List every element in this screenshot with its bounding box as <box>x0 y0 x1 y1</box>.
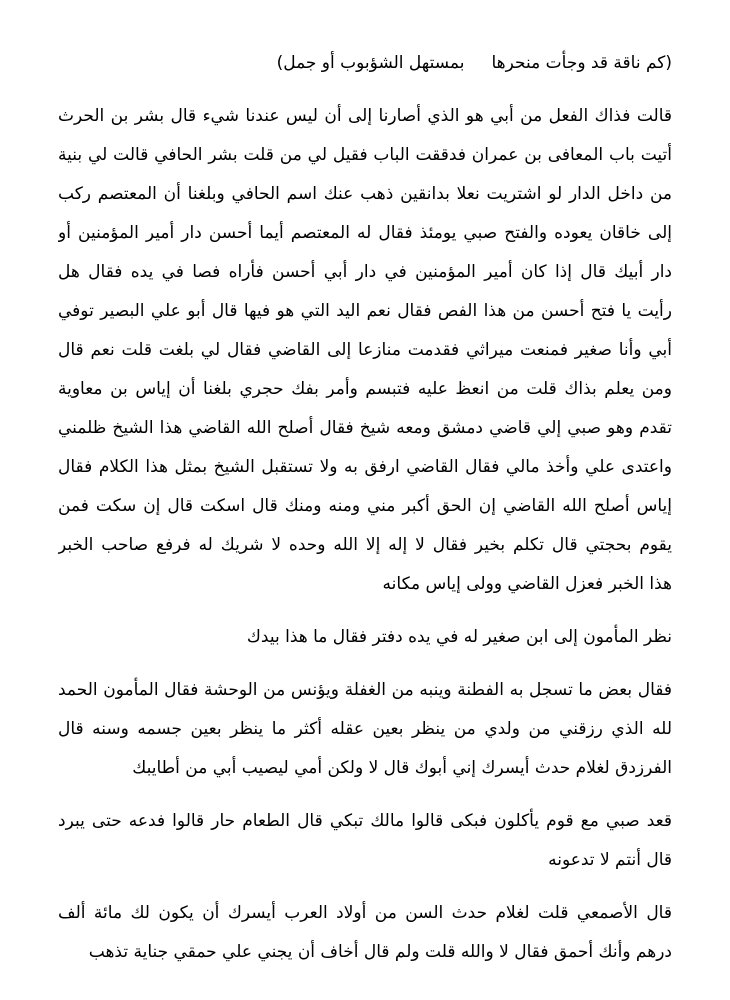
text-line: الفرزدق لغلام حدث أيسرك إني أبوك قال لا ولكن أمي ليصيب أبي من أطايبك <box>132 758 672 778</box>
paragraph <box>58 671 672 788</box>
paragraph <box>58 894 672 972</box>
text-line: قالت فذاك الفعل من أبي هو الذي أصارنا إلى أن ليس عندنا شيء قال بشر بن الحرث <box>58 106 672 126</box>
text-line: قال الأصمعي قلت لغلام حدث السن من أولاد العرب أيسرك أن يكون لك مائة ألف <box>58 903 672 923</box>
document-page <box>58 44 672 972</box>
verse-line: (كم ناقة قد وجأت منحرها بمستهل الشؤبوب أو جمل) <box>276 53 672 73</box>
text-line: هذا الخبر فعزل القاضي وولى إياس مكانه <box>382 574 672 594</box>
text-line: أبي وأنا صغير فمنعت ميراثي فقدمت منازعا إلى القاضي فقال لي بلغت قلت نعم قال <box>58 340 672 360</box>
text-line: يقوم بحجتي قال تكلم بخير فقال لا إله إلا الله وحده لا شريك له فرفع صاحب الخبر <box>58 535 672 555</box>
text-line: لله الذي رزقني من ولدي من ينظر بعين عقله أكثر ما ينظر بعين جسمه وسنه قال <box>58 719 672 739</box>
text-line: قعد صبي مع قوم يأكلون فبكى قالوا مالك تبكي قال الطعام حار قالوا فدعه حتى يبرد <box>58 811 672 831</box>
text-line: إلى خاقان يعوده والفتح صبي يومئذ فقال له المعتصم أيما أحسن دار أمير المؤمنين أو <box>58 223 672 243</box>
paragraph <box>58 618 672 657</box>
text-line: إياس أصلح الله القاضي إن الحق أكبر مني ومنه ومنك قال اسكت قال إن سكت فمن <box>58 496 672 516</box>
text-line: قال أنتم لا تدعونه <box>548 850 672 870</box>
text-line: نظر المأمون إلى ابن صغير له في يده دفتر فقال ما هذا بيدك <box>246 627 672 647</box>
text-line: درهم وأنك أحمق فقال لا والله قلت ولم قال أخاف أن يجني علي حمقي جناية تذهب <box>88 942 672 962</box>
paragraph <box>58 97 672 604</box>
text-line: رأيت يا فتح أحسن من هذا الفص فقال نعم اليد التي هو فيها قال أبو علي البصير توفي <box>58 301 672 321</box>
text-line: فقال بعض ما تسجل به الفطنة وينبه من الغفلة ويؤنس من الوحشة فقال المأمون الحمد <box>58 680 672 700</box>
text-line: أتيت باب المعافى بن عمران فدققت الباب فقيل لي من قلت بشر الحافي قالت لي بنية <box>58 145 672 165</box>
paragraphs-container <box>58 97 672 972</box>
text-line: دار أبيك قال إذا كان أمير المؤمنين في دار أبي أحسن فأراه فصا في يده فقال هل <box>58 262 672 282</box>
paragraph-gap <box>58 880 672 894</box>
paragraph <box>58 802 672 880</box>
text-line: ومن يعلم بذاك قلت من انعظ عليه فتبسم وأمر بفك حجري بلغنا أن إياس بن معاوية <box>58 379 672 399</box>
paragraph-gap <box>58 788 672 802</box>
text-line: من داخل الدار لو اشتريت نعلا بدانقين ذهب عنك اسم الحافي وبلغنا أن المعتصم ركب <box>58 184 672 204</box>
paragraph-gap <box>58 657 672 671</box>
text-line: واعتدى علي وأخذ مالي فقال القاضي ارفق به ولا تستقبل الشيخ بمثل هذا الكلام فقال <box>58 457 672 477</box>
text-line: تقدم وهو صبي إلي قاضي دمشق ومعه شيخ فقال أصلح الله القاضي هذا الشيخ ظلمني <box>58 418 672 438</box>
paragraph-gap <box>58 604 672 618</box>
paragraph-gap <box>58 83 672 97</box>
